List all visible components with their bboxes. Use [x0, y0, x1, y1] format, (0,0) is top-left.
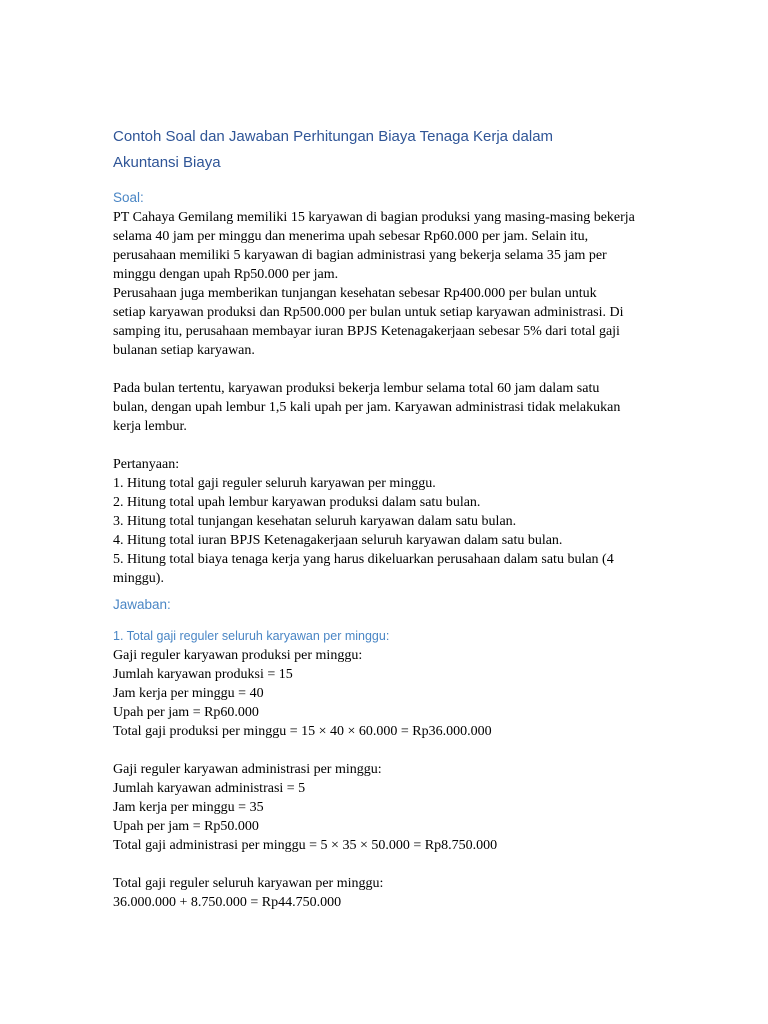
produksi-calculation [113, 646, 658, 741]
text-line: Jumlah karyawan administrasi = 5 [113, 781, 306, 796]
pertanyaan-list [113, 455, 658, 588]
text-line: PT Cahaya Gemilang memiliki 15 karyawan di bagian produksi yang masing-masing bekerja [113, 210, 635, 225]
text-line: kerja lembur. [113, 419, 187, 434]
text-line: Pada bulan tertentu, karyawan produksi bekerja lembur selama total 60 jam dalam satu [113, 381, 600, 396]
administrasi-calculation [113, 760, 658, 855]
text-line: Gaji reguler karyawan produksi per minggu: [113, 648, 363, 663]
document-title [113, 124, 658, 176]
text-line: bulan, dengan upah lembur 1,5 kali upah per jam. Karyawan administrasi tidak melakukan [113, 400, 621, 415]
paragraph-spacer [113, 855, 658, 874]
question-item: 2. Hitung total upah lembur karyawan produksi dalam satu bulan. [113, 495, 481, 510]
text-line: minggu dengan upah Rp50.000 per jam. [113, 267, 339, 282]
text-line: selama 40 jam per minggu dan menerima upah sebesar Rp60.000 per jam. Selain itu, [113, 229, 589, 244]
title-line: Contoh Soal dan Jawaban Perhitungan Biaya Tenaga Kerja dalam [113, 128, 554, 145]
question-item: 4. Hitung total iuran BPJS Ketenagakerjaan seluruh karyawan dalam satu bulan. [113, 533, 563, 548]
question-item: 1. Hitung total gaji reguler seluruh karyawan per minggu. [113, 476, 436, 491]
text-line: Upah per jam = Rp50.000 [113, 819, 259, 834]
paragraph-spacer [113, 436, 658, 455]
text-line: bulanan setiap karyawan. [113, 343, 255, 358]
lembur-paragraph [113, 379, 658, 436]
question-item: 5. Hitung total biaya tenaga kerja yang harus dikeluarkan perusahaan dalam satu bulan (4 [113, 552, 614, 567]
paragraph-spacer [113, 360, 658, 379]
text-line: Gaji reguler karyawan administrasi per minggu: [113, 762, 382, 777]
text-line: Total gaji produksi per minggu = 15 × 40 × 60.000 = Rp36.000.000 [113, 724, 492, 739]
soal-paragraph [113, 208, 658, 360]
jawaban-heading: Jawaban: [113, 597, 171, 612]
document-content [113, 124, 658, 912]
title-line: Akuntansi Biaya [113, 154, 221, 171]
answer1-heading: 1. Total gaji reguler seluruh karyawan per minggu: [113, 629, 390, 643]
text-line: perusahaan memiliki 5 karyawan di bagian administrasi yang bekerja selama 35 jam per [113, 248, 607, 263]
text-line: Perusahaan juga memberikan tunjangan kesehatan sebesar Rp400.000 per bulan untuk [113, 286, 597, 301]
text-line: setiap karyawan produksi dan Rp500.000 per bulan untuk setiap karyawan administrasi. Di [113, 305, 624, 320]
question-item: minggu). [113, 571, 164, 586]
total-calculation [113, 874, 658, 912]
text-line: Jumlah karyawan produksi = 15 [113, 667, 293, 682]
pertanyaan-label: Pertanyaan: [113, 457, 180, 472]
text-line: 36.000.000 + 8.750.000 = Rp44.750.000 [113, 895, 342, 910]
soal-heading: Soal: [113, 190, 144, 205]
text-line: Jam kerja per minggu = 35 [113, 800, 264, 815]
text-line: Upah per jam = Rp60.000 [113, 705, 259, 720]
text-line: samping itu, perusahaan membayar iuran BPJS Ketenagakerjaan sebesar 5% dari total gaji [113, 324, 620, 339]
question-item: 3. Hitung total tunjangan kesehatan seluruh karyawan dalam satu bulan. [113, 514, 517, 529]
text-line: Total gaji reguler seluruh karyawan per minggu: [113, 876, 384, 891]
text-line: Jam kerja per minggu = 40 [113, 686, 264, 701]
paragraph-spacer [113, 741, 658, 760]
text-line: Total gaji administrasi per minggu = 5 × 35 × 50.000 = Rp8.750.000 [113, 838, 498, 853]
